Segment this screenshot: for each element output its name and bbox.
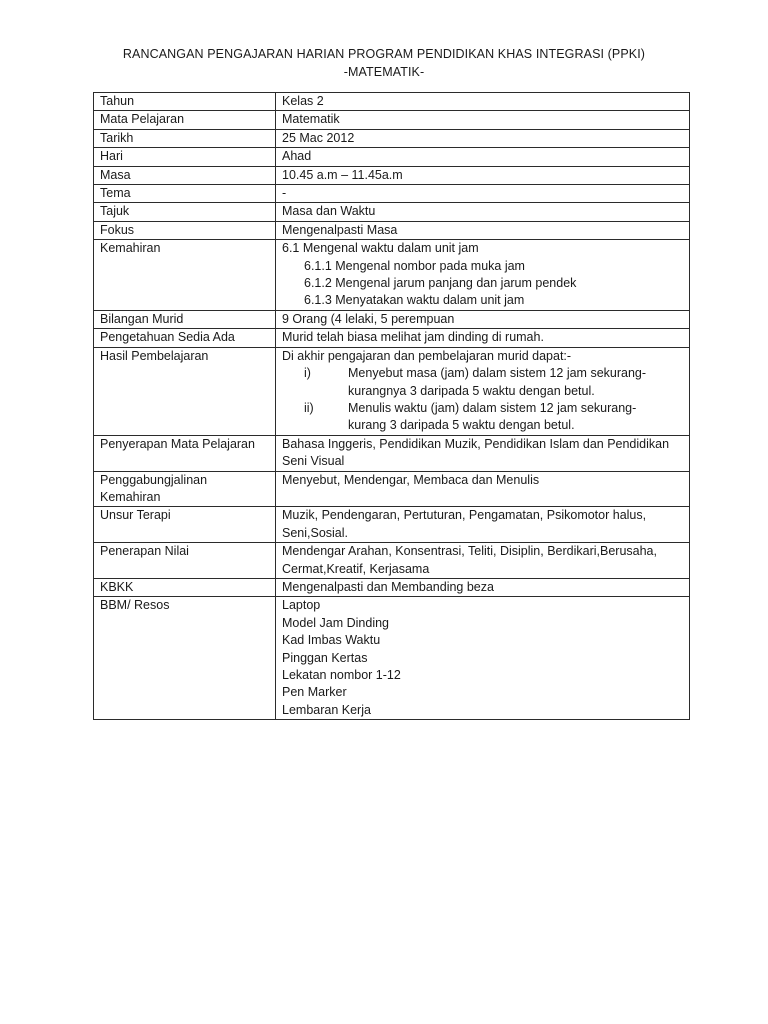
- table-row: [94, 240, 690, 311]
- bbm-item: Pen Marker: [282, 685, 347, 700]
- table-row: [94, 597, 690, 720]
- row-label-tahun: Tahun: [94, 93, 276, 111]
- kemahiran-main: 6.1 Mengenal waktu dalam unit jam: [282, 241, 479, 256]
- table-row: [94, 129, 690, 147]
- table-row: [94, 166, 690, 184]
- row-label-bbm: BBM/ Resos: [94, 597, 276, 720]
- table-row: [94, 435, 690, 471]
- row-value-mata-pelajaran: Matematik: [276, 111, 690, 129]
- row-label-kemahiran: Kemahiran: [94, 240, 276, 311]
- table-row: [94, 507, 690, 543]
- unsur-terapi-line: Muzik, Pendengaran, Pertuturan, Pengamatan, Psikomotor halus,: [282, 508, 647, 523]
- table-row: [94, 310, 690, 328]
- hasil-item: [282, 365, 683, 400]
- table-row: [94, 111, 690, 129]
- penyerapan-line: Seni Visual: [282, 454, 345, 469]
- row-label-tema: Tema: [94, 185, 276, 203]
- row-value-tajuk: Masa dan Waktu: [276, 203, 690, 221]
- row-value-masa: 10.45 a.m – 11.45a.m: [276, 166, 690, 184]
- table-row: [94, 347, 690, 435]
- penerapan-nilai-line: Mendengar Arahan, Konsentrasi, Teliti, Disiplin, Berdikari,Berusaha,: [282, 544, 657, 559]
- penggabungjalinan-label-line: Penggabungjalinan: [100, 472, 208, 487]
- hasil-intro: Di akhir pengajaran dan pembelajaran murid dapat:-: [282, 348, 572, 363]
- hasil-item-line: kurang 3 daripada 5 waktu dengan betul.: [348, 418, 575, 433]
- hasil-item-line: kurangnya 3 daripada 5 waktu dengan betul.: [348, 383, 595, 398]
- table-row: [94, 221, 690, 239]
- bbm-item: Laptop: [282, 598, 321, 613]
- row-label-tarikh: Tarikh: [94, 129, 276, 147]
- row-value-penggabungjalinan: Menyebut, Mendengar, Membaca dan Menulis: [276, 471, 690, 507]
- row-value-tarikh: 25 Mac 2012: [276, 129, 690, 147]
- row-value-kbkk: Mengenalpasti dan Membanding beza: [276, 578, 690, 596]
- title-line-1: RANCANGAN PENGAJARAN HARIAN PROGRAM PENDIDIKAN KHAS INTEGRASI (PPKI): [122, 47, 646, 61]
- hasil-item-line: Menyebut masa (jam) dalam sistem 12 jam sekurang-: [348, 366, 647, 381]
- table-row: [94, 329, 690, 347]
- row-label-penggabungjalinan: [94, 471, 276, 507]
- row-value-pengetahuan: Murid telah biasa melihat jam dinding di rumah.: [276, 329, 690, 347]
- kemahiran-sub-item: 6.1.1 Mengenal nombor pada muka jam: [304, 258, 525, 273]
- bbm-item: Kad Imbas Waktu: [282, 633, 381, 648]
- bbm-item: Lekatan nombor 1-12: [282, 668, 401, 682]
- row-value-fokus: Mengenalpasti Masa: [276, 221, 690, 239]
- row-label-fokus: Fokus: [94, 221, 276, 239]
- table-row: [94, 148, 690, 166]
- row-label-penyerapan: Penyerapan Mata Pelajaran: [94, 435, 276, 471]
- row-value-bilangan-murid: 9 Orang (4 lelaki, 5 perempuan: [276, 310, 690, 328]
- penyerapan-line: Bahasa Inggeris, Pendidikan Muzik, Pendidikan Islam dan Pendidikan: [282, 436, 670, 451]
- row-label-tajuk: Tajuk: [94, 203, 276, 221]
- hasil-item: [282, 400, 683, 435]
- table-row: [94, 578, 690, 596]
- row-label-bilangan-murid: Bilangan Murid: [94, 310, 276, 328]
- row-value-bbm: [276, 597, 690, 720]
- row-label-masa: Masa: [94, 166, 276, 184]
- row-label-kbkk: KBKK: [94, 578, 276, 596]
- row-value-tema: -: [276, 185, 690, 203]
- table-row: [94, 203, 690, 221]
- row-value-unsur-terapi: [276, 507, 690, 543]
- table-row: [94, 93, 690, 111]
- lesson-plan-table: [93, 92, 690, 720]
- title-line-2: -MATEMATIK-: [343, 65, 425, 79]
- row-value-penerapan-nilai: [276, 543, 690, 579]
- table-row: [94, 471, 690, 507]
- row-value-penyerapan: [276, 435, 690, 471]
- bbm-item: Lembaran Kerja: [282, 702, 371, 717]
- row-value-hari: Ahad: [276, 148, 690, 166]
- hasil-item-number: ii): [304, 400, 314, 415]
- penggabungjalinan-label-line: Kemahiran: [100, 489, 161, 504]
- row-value-tahun: Kelas 2: [276, 93, 690, 111]
- kemahiran-sub-item: 6.1.3 Menyatakan waktu dalam unit jam: [304, 293, 525, 308]
- row-label-unsur-terapi: Unsur Terapi: [94, 507, 276, 543]
- bbm-item: Model Jam Dinding: [282, 615, 389, 630]
- unsur-terapi-line: Seni,Sosial.: [282, 525, 349, 540]
- row-label-mata-pelajaran: Mata Pelajaran: [94, 111, 276, 129]
- kemahiran-sub-item: 6.1.2 Mengenal jarum panjang dan jarum pendek: [304, 276, 577, 291]
- row-label-hari: Hari: [94, 148, 276, 166]
- row-label-hasil: Hasil Pembelajaran: [94, 347, 276, 435]
- row-value-hasil: [276, 347, 690, 435]
- penerapan-nilai-line: Cermat,Kreatif, Kerjasama: [282, 561, 430, 576]
- hasil-item-line: Menulis waktu (jam) dalam sistem 12 jam sekurang-: [348, 400, 637, 415]
- table-row: [94, 543, 690, 579]
- row-label-pengetahuan: Pengetahuan Sedia Ada: [94, 329, 276, 347]
- row-value-kemahiran: [276, 240, 690, 311]
- bbm-item: Pinggan Kertas: [282, 650, 368, 665]
- hasil-item-number: i): [304, 366, 311, 381]
- table-row: [94, 185, 690, 203]
- row-label-penerapan-nilai: Penerapan Nilai: [94, 543, 276, 579]
